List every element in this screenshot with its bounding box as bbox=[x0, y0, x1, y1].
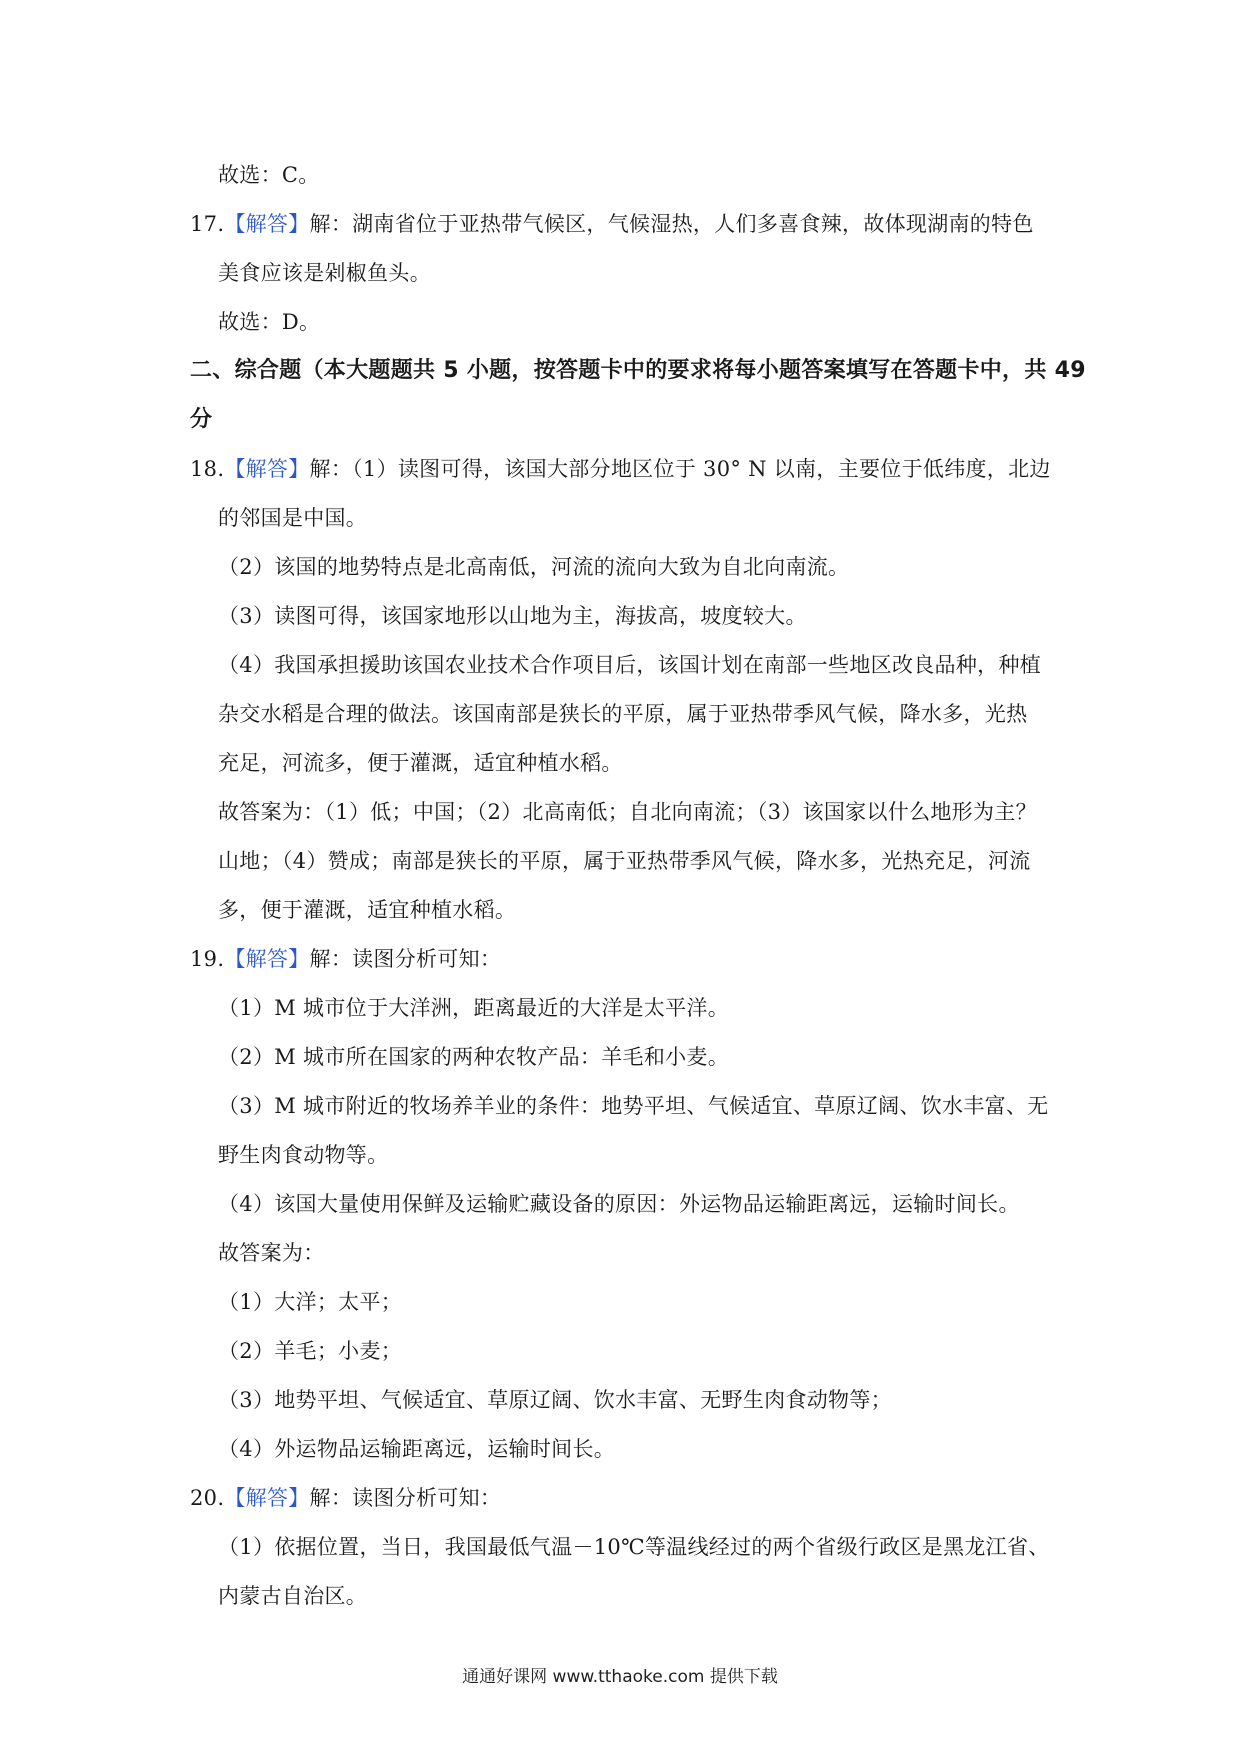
question-number: 19. bbox=[190, 947, 225, 971]
question-19-line-9: （2）羊毛；小麦； bbox=[218, 1339, 403, 1363]
question-19-line-10: （3）地势平坦、气候适宜、草原辽阔、饮水丰富、无野生肉食动物等； bbox=[218, 1388, 892, 1412]
answer-text: 解：湖南省位于亚热带气候区，气候湿热，人们多喜食辣，故体现湖南的特色 bbox=[309, 212, 1034, 236]
answer-text: 解：（1）读图可得，该国大部分地区位于 30° N 以南，主要位于低纬度，北边 bbox=[309, 457, 1051, 481]
question-19-line-11: （4）外运物品运输距离远，运输时间长。 bbox=[218, 1437, 616, 1461]
question-18-line-9: 山地；（4）赞成；南部是狭长的平原，属于亚热带季风气候，降水多，光热充足，河流 bbox=[218, 849, 1031, 873]
question-18-line-10: 多，便于灌溉，适宜种植水稻。 bbox=[218, 898, 517, 922]
question-number: 18. bbox=[190, 457, 225, 481]
question-20-line-1 bbox=[190, 1483, 501, 1513]
question-number: 20. bbox=[190, 1486, 225, 1510]
question-18-line-3: （2）该国的地势特点是北高南低，河流的流向大致为自北向南流。 bbox=[218, 555, 850, 579]
answer-text: 解：读图分析可知： bbox=[309, 947, 502, 971]
answer-tag: 【解答】 bbox=[224, 212, 310, 236]
question-18-line-5: （4）我国承担援助该国农业技术合作项目后，该国计划在南部一些地区改良品种，种植 bbox=[218, 653, 1042, 677]
answer-tag: 【解答】 bbox=[224, 1486, 310, 1510]
answer-line: 故选：C。 bbox=[218, 163, 320, 187]
page-footer: 通通好课网 www.tthaoke.com 提供下载 bbox=[462, 1667, 778, 1687]
answer-line: 故选：D。 bbox=[218, 310, 321, 334]
question-19-line-5: 野生肉食动物等。 bbox=[218, 1143, 389, 1167]
section-heading-line-1: 二、综合题（本大题题共 5 小题，按答题卡中的要求将每小题答案填写在答题卡中，共 49 bbox=[190, 358, 1086, 383]
answer-tag: 【解答】 bbox=[224, 457, 310, 481]
question-20-line-3: 内蒙古自治区。 bbox=[218, 1584, 368, 1608]
question-19-line-8: （1）大洋；太平； bbox=[218, 1290, 403, 1314]
section-heading-line-2: 分 bbox=[190, 407, 213, 432]
question-19-line-6: （4）该国大量使用保鲜及运输贮藏设备的原因：外运物品运输距离远，运输时间长。 bbox=[218, 1192, 1020, 1216]
question-18-line-4: （3）读图可得，该国家地形以山地为主，海拔高，坡度较大。 bbox=[218, 604, 807, 628]
answer-tag: 【解答】 bbox=[224, 947, 310, 971]
answer-text: 解：读图分析可知： bbox=[309, 1486, 502, 1510]
question-17-line-1 bbox=[190, 209, 1034, 239]
question-19-line-3: （2）M 城市所在国家的两种农牧产品：羊毛和小麦。 bbox=[218, 1045, 730, 1069]
question-19-line-7: 故答案为： bbox=[218, 1241, 325, 1265]
question-19-line-1 bbox=[190, 944, 501, 974]
question-19-line-2: （1）M 城市位于大洋洲，距离最近的大洋是太平洋。 bbox=[218, 996, 730, 1020]
question-19-line-4: （3）M 城市附近的牧场养羊业的条件：地势平坦、气候适宜、草原辽阔、饮水丰富、无 bbox=[218, 1094, 1049, 1118]
question-number: 17. bbox=[190, 212, 225, 236]
question-18-line-2: 的邻国是中国。 bbox=[218, 506, 368, 530]
question-18-line-6: 杂交水稻是合理的做法。该国南部是狭长的平原，属于亚热带季风气候，降水多，光热 bbox=[218, 702, 1028, 726]
question-18-line-8: 故答案为：（1）低；中国；（2）北高南低；自北向南流；（3）该国家以什么地形为主？ bbox=[218, 800, 1037, 824]
question-18-line-7: 充足，河流多，便于灌溉，适宜种植水稻。 bbox=[218, 751, 623, 775]
question-17-line-2: 美食应该是剁椒鱼头。 bbox=[218, 261, 431, 285]
question-20-line-2: （1）依据位置，当日，我国最低气温－10℃等温线经过的两个省级行政区是黑龙江省、 bbox=[218, 1535, 1050, 1559]
question-18-line-1 bbox=[190, 454, 1051, 484]
